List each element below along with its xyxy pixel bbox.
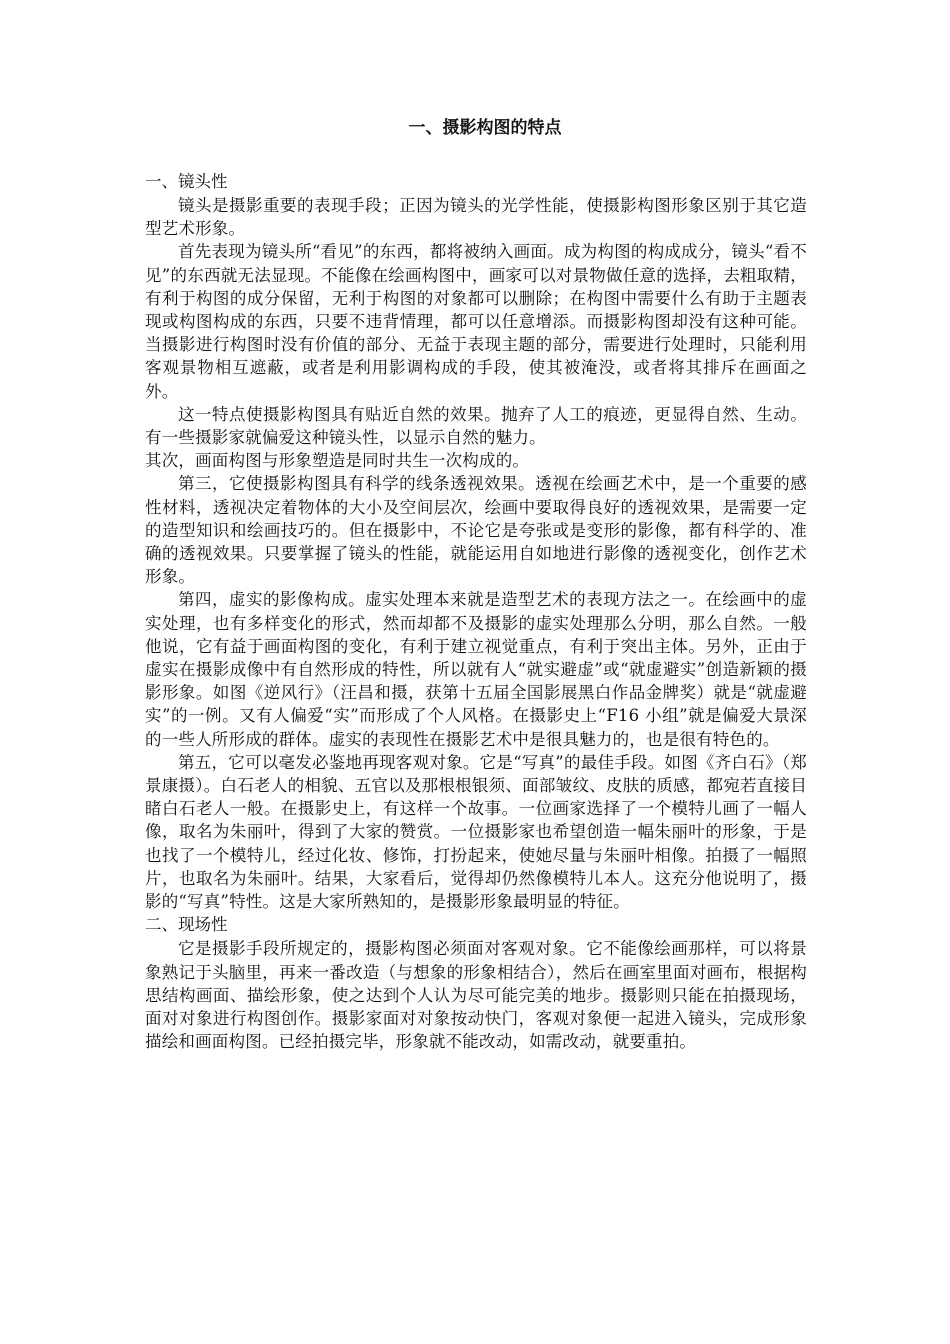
- paragraph: 首先表现为镜头所“看见”的东西，都将被纳入画面。成为构图的构成成分，镜头“看不见”的东西就无法显现。不能像在绘画构图中，画家可以对景物做任意的选择，去粗取精，有利于构图的成分保留，无利于构图的对象都可以删除；在构图中需要什么有助于主题表现或构图构成的东西，只要不违背情理，都可以任意增添。而摄影构图却没有这种可能。当摄影进行构图时没有价值的部分、无益于表现主题的部分，需要进行处理时，只能利用客观景物相互遮蔽，或者是利用影调构成的手段，使其被淹没，或者将其排斥在画面之外。: [145, 242, 807, 401]
- document-page: [145, 116, 807, 1053]
- paragraph: 镜头是摄影重要的表现手段；正因为镜头的光学性能，使摄影构图形象区别于其它造型艺术形象。: [145, 196, 807, 239]
- section-heading: 一、镜头性: [145, 172, 228, 191]
- paragraph: 第三，它使摄影构图具有科学的线条透视效果。透视在绘画艺术中，是一个重要的感性材料，透视决定着物体的大小及空间层次，绘画中要取得良好的透视效果，是需要一定的造型知识和绘画技巧的。但在摄影中，不论它是夸张或是变形的影像，都有科学的、准确的透视效果。只要掌握了镜头的性能，就能运用自如地进行影像的透视变化，创作艺术形象。: [145, 474, 807, 587]
- section-heading: 二、现场性: [145, 915, 228, 935]
- paragraph: 第五，它可以毫发必鉴地再现客观对象。它是“写真”的最佳手段。如图《齐白石》（郑景康摄）。白石老人的相貌、五官以及那根根银须、面部皱纹、皮肤的质感，都宛若直接目睹白石老人一般。在摄影史上，有这样一个故事。一位画家选择了一个模特儿画了一幅人像，取名为朱丽叶，得到了大家的赞赏。一位摄影家也希望创造一幅朱丽叶的形象，于是也找了一个模特儿，经过化妆、修饰，打扮起来，使她尽量与朱丽叶相像。拍摄了一幅照片，也取名为朱丽叶。结果，大家看后，觉得却仍然像模特儿本人。这充分他说明了，摄影的“写真”特性。这是大家所熟知的，是摄影形象最明显的特征。: [145, 752, 807, 912]
- paragraph: 它是摄影手段所规定的，摄影构图必须面对客观对象。它不能像绘画那样，可以将景象熟记于头脑里，再来一番改造（与想象的形象相结合），然后在画室里面对画布，根据构思结构画面、描绘形象，使之达到个人认为尽可能完美的地步。摄影则只能在拍摄现场，面对对象进行构图创作。摄影家面对对象按动快门，客观对象便一起进入镜头，完成形象描绘和画面构图。已经拍摄完毕，形象就不能改动，如需改动，就要重拍。: [145, 939, 807, 1052]
- section-on-site: [145, 913, 807, 1053]
- section-lens: [145, 170, 807, 913]
- paragraph: 其次，画面构图与形象塑造是同时共生一次构成的。: [145, 451, 530, 471]
- paragraph: 第四，虚实的影像构成。虚实处理本来就是造型艺术的表现方法之一。在绘画中的虚实处理，也有多样变化的形式，然而却都不及摄影的虚实处理那么分明，那么自然。一般他说，它有益于画面构图的变化，有利于建立视觉重点，有利于突出主体。另外，正由于虚实在摄影成像中有自然形成的特性，所以就有人“就实避虚”或“就虚避实”创造新颖的摄影形象。如图《逆风行》（汪昌和摄，获第十五届全国影展黑白作品金牌奖）就是“就虚避实”的一例。又有人偏爱“实”而形成了个人风格。在摄影史上“F16 小组”就是偏爱大景深的一些人所形成的群体。虚实的表现性在摄影艺术中是很具魅力的，也是很有特色的。: [145, 590, 807, 749]
- paragraph: 这一特点使摄影构图具有贴近自然的效果。抛弃了人工的痕迹，更显得自然、生动。有一些摄影家就偏爱这种镜头性，以显示自然的魅力。: [145, 404, 807, 448]
- document-title: 一、摄影构图的特点: [408, 118, 562, 138]
